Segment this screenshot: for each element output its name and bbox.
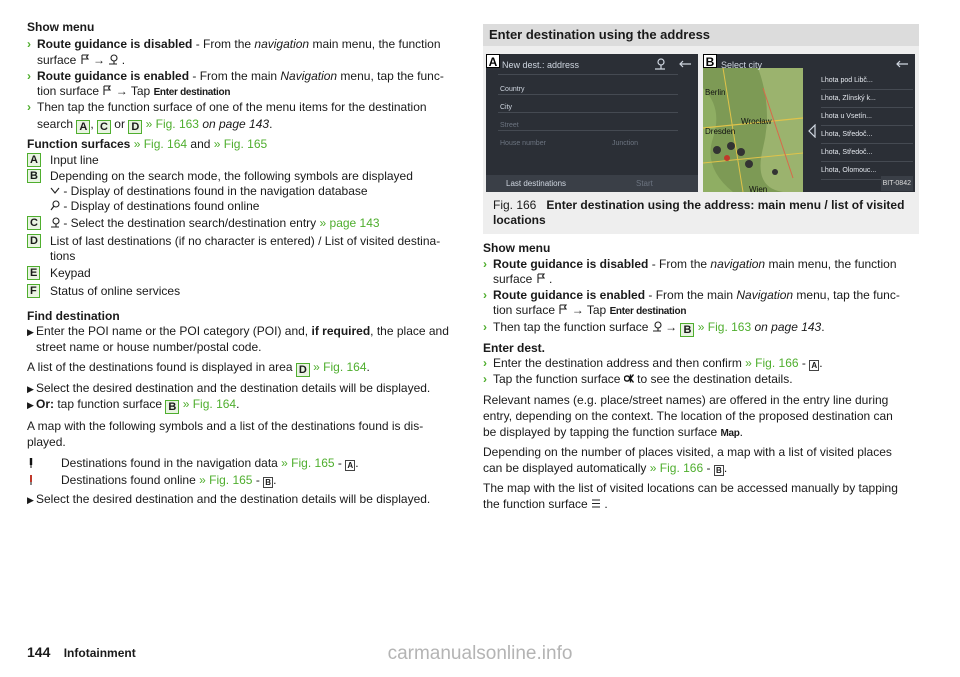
ok-icon xyxy=(624,373,634,384)
arrow-right-icon: → xyxy=(571,303,584,317)
list-item: Status of online services xyxy=(50,284,181,298)
city-label: Wien xyxy=(749,185,768,192)
page-ref[interactable]: » page 143 xyxy=(319,216,380,230)
key-f: F xyxy=(27,284,40,298)
find-step-2: ▶ Select the desired destination and the destination details will be displayed. xyxy=(27,381,431,395)
paragraph-1: Relevant names (e.g. place/street names) are offered in the entry line during xyxy=(483,393,889,407)
flag-icon xyxy=(536,273,546,284)
paragraph-2: Depending on the number of places visited, a map with a list of visited places xyxy=(483,445,892,459)
list-item[interactable]: Lhota pod Libč... xyxy=(821,72,913,90)
destination-pin-icon xyxy=(108,54,118,65)
step-triangle-icon: ▶ xyxy=(27,327,34,337)
watermark: carmanualsonline.info xyxy=(387,643,573,664)
flag-icon xyxy=(558,304,568,315)
paragraph-3-line-2: the function surface . xyxy=(483,497,608,511)
key-d: D xyxy=(296,363,310,377)
figure-caption: Fig. 166 Enter destination using the address: main menu / list of visited xyxy=(493,198,905,212)
function-surface-list xyxy=(27,153,467,303)
bullet-arrow-icon: › xyxy=(27,69,31,83)
menu-row-country[interactable]: Country xyxy=(500,86,525,93)
figure-166 xyxy=(483,46,919,234)
menu-row-junction[interactable]: Junction xyxy=(612,140,639,147)
show-menu-item-2: › Route guidance is enabled - From the main Navigation menu, tap the func- xyxy=(483,288,900,302)
step-triangle-icon: ▶ xyxy=(27,384,34,394)
back-icon[interactable] xyxy=(895,59,909,69)
step-triangle-icon: ▶ xyxy=(27,495,34,505)
last-destinations-button[interactable]: Last destinations xyxy=(506,179,567,188)
symbol-row-1: Destinations found in the navigation data » Fig. 165 - A . xyxy=(27,456,35,471)
show-menu-item-2: › Route guidance is enabled - From the main Navigation menu, tap the func- xyxy=(27,69,444,83)
bullet-arrow-icon: › xyxy=(27,100,31,114)
fig-ref[interactable]: » Fig. 165 xyxy=(213,137,268,151)
start-button[interactable]: Start xyxy=(636,179,653,188)
city-label: Berlin xyxy=(705,88,726,97)
fig-ref[interactable]: » Fig. 165 xyxy=(199,473,253,487)
bullet-arrow-icon: › xyxy=(483,372,487,386)
paragraph-1-line-2: entry, depending on the context. The location of the proposed destination can xyxy=(483,409,893,423)
city-label: Wrocław xyxy=(741,117,772,126)
bullet-arrow-icon: › xyxy=(483,257,487,271)
screen-a xyxy=(486,54,698,192)
bullet-arrow-icon: › xyxy=(483,288,487,302)
find-destination-heading: Find destination xyxy=(27,309,120,323)
fig-ref[interactable]: » Fig. 163 xyxy=(697,320,752,334)
paragraph-2-line-2: can be displayed automatically » Fig. 166 - B . xyxy=(483,461,728,475)
show-menu-heading: Show menu xyxy=(483,241,551,255)
section-title: Enter destination using the address xyxy=(483,24,919,46)
list-item[interactable]: Lhota u Vsetín... xyxy=(821,108,913,126)
figure-code: BIT-0842 xyxy=(881,176,913,191)
figure-tag-b: B xyxy=(703,54,717,68)
footer-section: Infotainment xyxy=(63,646,136,660)
key-a: A xyxy=(76,120,90,134)
key-b: B xyxy=(165,400,179,414)
enter-dest-step-1: › Enter the destination address and then confirm » Fig. 166 - A . xyxy=(483,356,823,370)
find-step-3: ▶ Or: tap function surface B » Fig. 164. xyxy=(27,397,240,413)
destination-pin-icon xyxy=(652,321,662,332)
fig-ref[interactable]: » Fig. 163 xyxy=(145,117,199,131)
list-item[interactable]: Lhota, Středoč... xyxy=(821,126,913,144)
map-view[interactable] xyxy=(703,68,803,192)
find-para-1: A list of the destinations found is displayed in area D » Fig. 164. xyxy=(27,360,370,376)
key-b: B xyxy=(714,465,724,476)
key-e: E xyxy=(27,266,40,280)
find-step-4: ▶ Select the desired destination and the destination details will be displayed. xyxy=(27,492,431,506)
list-item: Input line xyxy=(50,153,99,167)
collapse-arrow-icon[interactable] xyxy=(807,124,817,138)
fig-ref[interactable]: » Fig. 164 xyxy=(182,397,237,411)
fig-ref[interactable]: » Fig. 165 xyxy=(281,456,335,470)
list-item: - Select the destination search/destination entry » page 143 xyxy=(50,216,380,231)
enter-dest-step-2: › Tap the function surface to see the destination details. xyxy=(483,372,793,386)
screen-a-title: New dest.: address xyxy=(502,60,580,70)
key-b: B xyxy=(680,323,694,337)
paragraph-3: The map with the list of visited locations can be accessed manually by tapping xyxy=(483,481,898,495)
key-d: D xyxy=(27,234,41,248)
show-menu-item-1: › Route guidance is disabled - From the navigation main menu, the function xyxy=(483,257,897,271)
key-c: C xyxy=(27,216,41,230)
destination-pin-icon xyxy=(50,217,60,228)
screen-b xyxy=(703,54,915,192)
key-a: A xyxy=(27,153,41,167)
city-label: Dresden xyxy=(705,127,736,136)
list-item: Keypad xyxy=(50,266,91,280)
menu-row-city[interactable]: City xyxy=(500,104,513,111)
show-menu-item-3: › Then tap the function surface → B » Fig. 163 on page 143. xyxy=(483,320,825,336)
key-c: C xyxy=(97,120,111,134)
list-item: tions xyxy=(50,249,76,263)
pin-outline-icon xyxy=(27,474,35,485)
key-b: B xyxy=(263,477,273,488)
pin-icon xyxy=(27,457,35,468)
enter-dest-heading: Enter dest. xyxy=(483,341,546,355)
menu-row-street[interactable]: Street xyxy=(500,122,519,129)
bullet-arrow-icon: › xyxy=(27,37,31,51)
list-item: Depending on the search mode, the following symbols are displayed xyxy=(50,169,413,183)
bullet-arrow-icon: › xyxy=(483,320,487,334)
flag-icon xyxy=(102,85,112,96)
fig-ref[interactable]: » Fig. 166 xyxy=(745,356,799,370)
arrow-right-icon: → xyxy=(115,84,128,98)
show-menu-item-3: › Then tap the function surface of one of the menu items for the destination xyxy=(27,100,427,114)
screen-b-title: Select city xyxy=(721,60,763,70)
destination-pin-icon[interactable] xyxy=(653,58,667,70)
arrow-right-icon: → xyxy=(665,320,678,334)
fig-ref[interactable]: » Fig. 164 xyxy=(313,360,367,374)
find-para-2-line-2: played. xyxy=(27,435,66,449)
show-menu-item-1: › Route guidance is disabled - From the navigation main menu, the function xyxy=(27,37,441,51)
step-triangle-icon: ▶ xyxy=(27,400,34,410)
back-icon[interactable] xyxy=(678,59,692,69)
show-menu-item-1-line-2: surface → . xyxy=(37,53,126,67)
figure-caption-line-2: locations xyxy=(493,213,546,227)
paragraph-1-line-3: be displayed by tapping the function surface Map. xyxy=(483,425,743,439)
list-icon xyxy=(591,498,601,509)
show-menu-item-2-line-2: tion surface → Tap Enter destination xyxy=(37,84,231,98)
key-d: D xyxy=(128,120,142,134)
show-menu-item-2-line-2: tion surface → Tap Enter destination xyxy=(493,303,687,317)
bullet-arrow-icon: › xyxy=(483,356,487,370)
list-item: - Display of destinations found in the navigation database xyxy=(50,184,368,199)
page-number: 144 xyxy=(27,644,51,660)
figure-tag-a: A xyxy=(486,54,500,68)
find-step-1: ▶ Enter the POI name or the POI category (POI) and, if required, the place and xyxy=(27,324,449,338)
key-a: A xyxy=(345,460,355,471)
list-item[interactable]: Lhota, Olomouc... xyxy=(821,162,913,180)
list-item: - Display of destinations found online xyxy=(50,199,259,214)
chevron-down-icon xyxy=(50,185,60,196)
show-menu-item-3-line-2: search A , C or D » Fig. 163 on page 143. xyxy=(37,117,273,133)
function-surfaces-heading: Function surfaces » Fig. 164 and » Fig. 165 xyxy=(27,137,268,151)
bottom-bar xyxy=(486,175,698,192)
menu-row-house-number[interactable]: House number xyxy=(500,140,546,147)
arrow-right-icon: → xyxy=(93,53,106,67)
key-a: A xyxy=(809,360,819,371)
find-step-1-line-2: street name or house number/postal code. xyxy=(36,340,262,354)
show-menu-item-1-line-2: surface . xyxy=(493,272,553,286)
list-item[interactable]: Lhota, Středoč... xyxy=(821,144,913,162)
list-item[interactable]: Lhota, Zlínský k... xyxy=(821,90,913,108)
search-icon xyxy=(50,200,60,211)
symbol-row-2: Destinations found online » Fig. 165 - B . xyxy=(27,473,35,488)
show-menu-heading: Show menu xyxy=(27,20,95,34)
flag-icon xyxy=(80,54,90,65)
list-item: List of last destinations (if no character is entered) / List of visited destina- xyxy=(50,234,441,248)
find-para-2: A map with the following symbols and a list of the destinations found is dis- xyxy=(27,419,424,433)
fig-ref[interactable]: » Fig. 164 xyxy=(133,137,188,151)
fig-ref[interactable]: » Fig. 166 xyxy=(649,461,704,475)
key-b: B xyxy=(27,169,41,183)
